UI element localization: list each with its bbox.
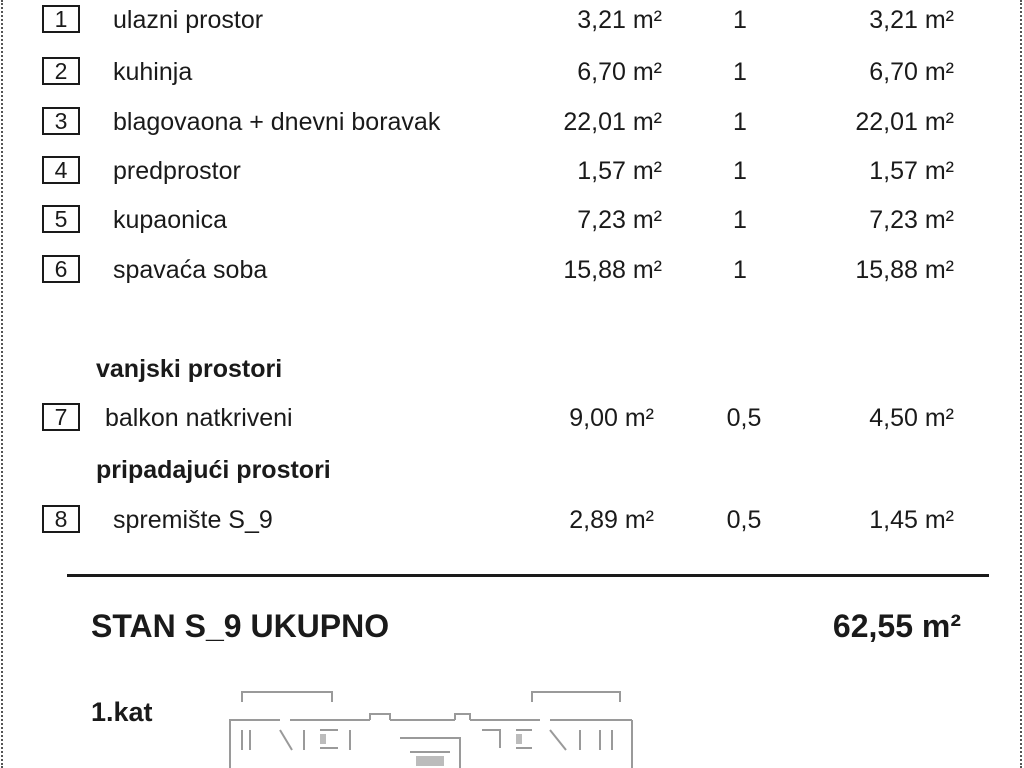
floor-plan-thumbnail	[220, 690, 660, 768]
room-weighted-area: 15,88 m²	[855, 256, 954, 284]
total-label: STAN S_9 UKUPNO	[91, 608, 390, 644]
room-weighted-area: 3,21 m²	[869, 6, 954, 34]
room-coefficient: 1	[733, 58, 747, 86]
room-row	[0, 203, 1024, 237]
room-area: 3,21 m²	[577, 6, 662, 34]
room-name: predprostor	[113, 157, 241, 185]
room-row	[0, 3, 1024, 37]
room-name: spremište S_9	[113, 506, 273, 534]
room-number-box: 4	[42, 156, 80, 184]
room-coefficient: 0,5	[726, 506, 762, 534]
total-value: 62,55 m²	[832, 608, 961, 644]
outdoor-heading: vanjski prostori	[96, 355, 283, 383]
room-number-box: 2	[42, 57, 80, 85]
room-coefficient: 1	[733, 256, 747, 284]
room-number-box: 5	[42, 205, 80, 233]
room-weighted-area: 6,70 m²	[869, 58, 954, 86]
belonging-heading: pripadajući prostori	[96, 456, 331, 484]
room-number-box: 1	[42, 5, 80, 33]
room-weighted-area: 7,23 m²	[869, 206, 954, 234]
room-row	[0, 503, 1024, 537]
room-name: blagovaona + dnevni boravak	[113, 108, 441, 136]
room-row	[0, 253, 1024, 287]
room-name: balkon natkriveni	[105, 404, 293, 432]
floor-label: 1.kat	[91, 697, 153, 727]
room-row	[0, 55, 1024, 89]
room-number-box: 3	[42, 107, 80, 135]
room-number-box: 8	[42, 505, 80, 533]
room-coefficient: 1	[733, 6, 747, 34]
room-area: 2,89 m²	[569, 506, 654, 534]
room-coefficient: 1	[733, 108, 747, 136]
room-weighted-area: 4,50 m²	[869, 404, 954, 432]
room-row	[0, 154, 1024, 188]
room-row	[0, 401, 1024, 435]
room-coefficient: 1	[733, 206, 747, 234]
room-area: 6,70 m²	[577, 58, 662, 86]
room-number-box: 6	[42, 255, 80, 283]
room-name: kupaonica	[113, 206, 227, 234]
room-coefficient: 1	[733, 157, 747, 185]
room-area: 15,88 m²	[563, 256, 662, 284]
room-name: spavaća soba	[113, 256, 268, 284]
room-area: 9,00 m²	[569, 404, 654, 432]
room-area: 22,01 m²	[563, 108, 662, 136]
room-number-box: 7	[42, 403, 80, 431]
room-weighted-area: 1,45 m²	[869, 506, 954, 534]
room-row	[0, 105, 1024, 139]
room-coefficient: 0,5	[726, 404, 762, 432]
room-name: ulazni prostor	[113, 6, 264, 34]
room-area: 1,57 m²	[577, 157, 662, 185]
total-divider	[67, 574, 989, 577]
room-weighted-area: 1,57 m²	[869, 157, 954, 185]
room-area: 7,23 m²	[577, 206, 662, 234]
room-weighted-area: 22,01 m²	[855, 108, 954, 136]
room-name: kuhinja	[113, 58, 193, 86]
